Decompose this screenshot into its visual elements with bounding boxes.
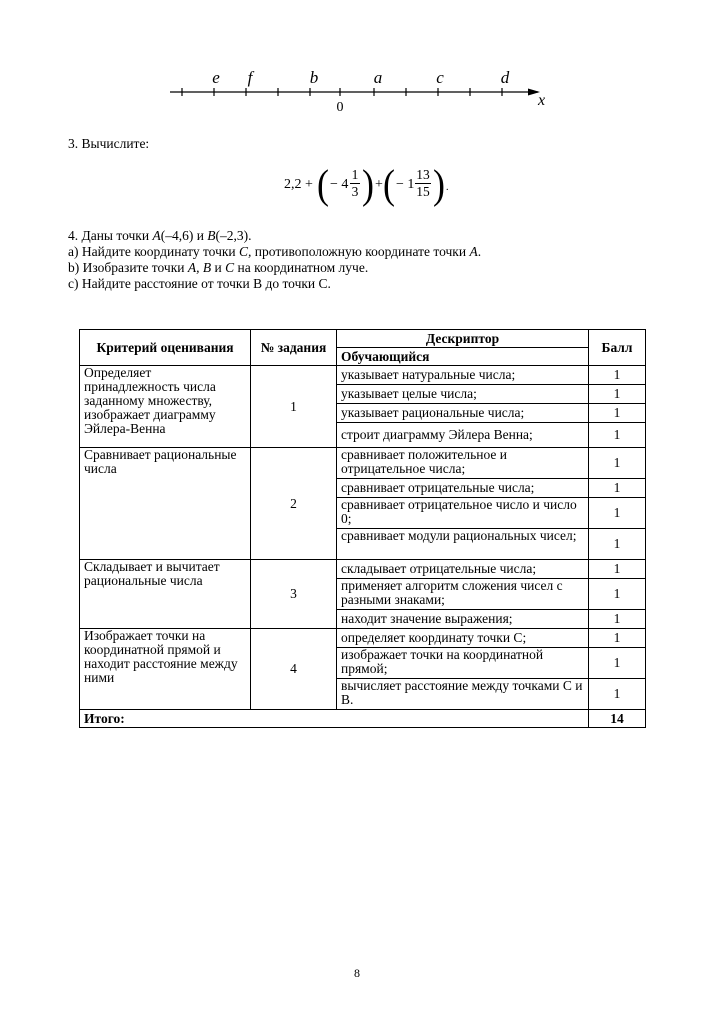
point-label-e: e xyxy=(212,68,220,87)
header-learner: Обучающийся xyxy=(337,348,589,366)
score-cell: 1 xyxy=(589,629,646,648)
task-4-c: c) Найдите расстояние от точки В до точки С. xyxy=(68,276,331,291)
task-3-expression xyxy=(284,160,454,210)
assessment-table xyxy=(79,329,646,728)
expr-fraction-2 xyxy=(415,168,431,199)
score-cell: 1 xyxy=(589,579,646,610)
total-label: Итого: xyxy=(80,710,589,728)
task-4-b: b) Изобразите точки A, B и C на координатном луче. xyxy=(68,260,369,275)
descriptor-cell: сравнивает отрицательные числа; xyxy=(337,479,589,498)
score-cell: 1 xyxy=(589,366,646,385)
axis-label-x: x xyxy=(538,92,546,109)
fraction-2-denominator: 15 xyxy=(416,184,430,199)
descriptor-cell: находит значение выражения; xyxy=(337,610,589,629)
task-3-title: 3. Вычислите: xyxy=(68,136,150,151)
task-number-cell: 3 xyxy=(251,560,337,629)
point-label-f: f xyxy=(247,68,253,87)
fraction-2-numerator: 13 xyxy=(416,167,430,182)
expr-term2-sign: − 1 xyxy=(396,177,415,192)
descriptor-cell: указывает рациональные числа; xyxy=(337,404,589,423)
score-cell: 1 xyxy=(589,498,646,529)
expr-end: . xyxy=(446,182,449,193)
expr-paren-open-1: ( xyxy=(317,161,329,207)
descriptor-cell: определяет координату точки C; xyxy=(337,629,589,648)
point-label-c: c xyxy=(436,68,444,87)
expr-paren-close-1: ) xyxy=(362,161,374,207)
descriptor-cell: применяет алгоритм сложения чисел с разными знаками; xyxy=(337,579,589,610)
total-row xyxy=(80,710,646,728)
task-number-cell: 4 xyxy=(251,629,337,710)
zero-label: 0 xyxy=(336,100,344,115)
task-4 xyxy=(68,228,481,292)
point-label-d: d xyxy=(500,68,510,87)
score-cell: 1 xyxy=(589,679,646,710)
table-row xyxy=(80,448,646,479)
criterion-cell: Складывает и вычитает рациональные числа xyxy=(80,560,251,629)
task-number-cell: 1 xyxy=(251,366,337,448)
criterion-cell: Определяет принадлежность числа заданному множеству, изображает диаграмму Эйлера-Венна xyxy=(80,366,251,448)
expr-lead: 2,2 + xyxy=(284,177,313,192)
descriptor-cell: указывает натуральные числа; xyxy=(337,366,589,385)
descriptor-cell: складывает отрицательные числа; xyxy=(337,560,589,579)
header-criterion: Критерий оценивания xyxy=(80,330,251,366)
table-row xyxy=(80,560,646,579)
expr-term1-sign: − 4 xyxy=(330,177,349,192)
header-descriptor: Дескриптор xyxy=(337,330,589,348)
criterion-cell: Изображает точки на координатной прямой и находит расстояние между ними xyxy=(80,629,251,710)
expr-paren-close-2: ) xyxy=(433,161,445,207)
descriptor-cell: сравнивает модули рациональных чисел; xyxy=(337,529,589,560)
fraction-1-denominator: 3 xyxy=(351,184,359,199)
criterion-cell: Сравнивает рациональные числа xyxy=(80,448,251,560)
page-number: 8 xyxy=(354,966,360,980)
score-cell: 1 xyxy=(589,560,646,579)
expr-plus: + xyxy=(375,177,383,192)
fraction-1-numerator: 1 xyxy=(351,167,359,182)
task-number-cell: 2 xyxy=(251,448,337,560)
point-label-a: a xyxy=(373,68,383,87)
score-cell: 1 xyxy=(589,648,646,679)
descriptor-cell: сравнивает отрицательное число и число 0; xyxy=(337,498,589,529)
descriptor-cell: сравнивает положительное и отрицательное числа; xyxy=(337,448,589,479)
score-cell: 1 xyxy=(589,385,646,404)
table-row xyxy=(80,629,646,648)
score-cell: 1 xyxy=(589,423,646,448)
descriptor-cell: указывает целые числа; xyxy=(337,385,589,404)
score-cell: 1 xyxy=(589,529,646,560)
task-4-intro: 4. Даны точки A(–4,6) и B(–2,3). xyxy=(68,228,252,243)
score-cell: 1 xyxy=(589,610,646,629)
expr-fraction-1 xyxy=(350,168,360,199)
table-row xyxy=(80,366,646,385)
task-4-a: a) Найдите координату точки C, противоположную координате точки A. xyxy=(68,244,482,259)
point-labels xyxy=(212,68,510,87)
header-score: Балл xyxy=(589,330,646,366)
score-cell: 1 xyxy=(589,404,646,423)
total-value: 14 xyxy=(589,710,646,728)
score-cell: 1 xyxy=(589,479,646,498)
header-task-number: № задания xyxy=(251,330,337,366)
descriptor-cell: вычисляет расстояние между точками C и B. xyxy=(337,679,589,710)
number-line xyxy=(160,60,560,120)
score-cell: 1 xyxy=(589,448,646,479)
expr-paren-open-2: ( xyxy=(383,161,395,207)
descriptor-cell: строит диаграмму Эйлера Венна; xyxy=(337,423,589,448)
point-label-b: b xyxy=(309,68,319,87)
descriptor-cell: изображает точки на координатной прямой; xyxy=(337,648,589,679)
